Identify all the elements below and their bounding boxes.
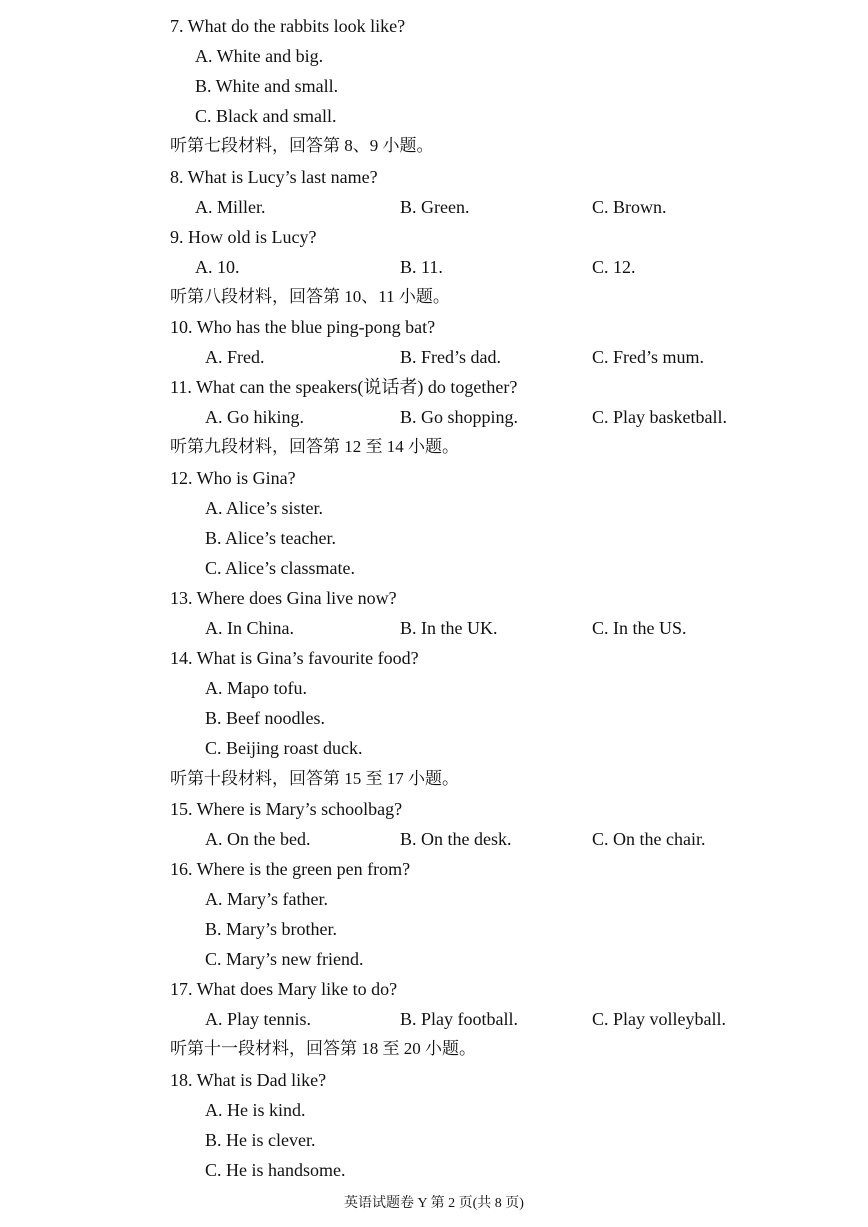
section-instruction: 听第十段材料，回答第 15 至 17 小题。 bbox=[170, 769, 459, 788]
answer-option: B. Fred’s dad. bbox=[400, 347, 501, 367]
question-text: 15. Where is Mary’s schoolbag? bbox=[170, 799, 403, 819]
answer-option: C. 12. bbox=[592, 257, 636, 277]
answer-option: A. On the bed. bbox=[205, 829, 311, 849]
answer-option: A. Fred. bbox=[205, 347, 265, 367]
answer-option: C. He is handsome. bbox=[205, 1160, 346, 1180]
answer-option: A. Play tennis. bbox=[205, 1009, 311, 1029]
answer-option: A. Miller. bbox=[195, 197, 266, 217]
question-text: 17. What does Mary like to do? bbox=[170, 979, 398, 999]
question-text: 18. What is Dad like? bbox=[170, 1070, 327, 1090]
section-instruction: 听第十一段材料，回答第 18 至 20 小题。 bbox=[170, 1039, 476, 1058]
answer-option: C. Play volleyball. bbox=[592, 1009, 726, 1029]
answer-option: B. 11. bbox=[400, 257, 443, 277]
answer-option: B. In the UK. bbox=[400, 618, 498, 638]
answer-option: B. Green. bbox=[400, 197, 470, 217]
answer-option: A. Mapo tofu. bbox=[205, 678, 307, 698]
answer-option: B. Play football. bbox=[400, 1009, 518, 1029]
answer-option: A. Go hiking. bbox=[205, 407, 304, 427]
answer-option: C. Fred’s mum. bbox=[592, 347, 705, 367]
question-text: 12. Who is Gina? bbox=[170, 468, 296, 488]
section-instruction: 听第七段材料，回答第 8、9 小题。 bbox=[170, 136, 434, 155]
answer-option: A. White and big. bbox=[195, 46, 324, 66]
question-text: 14. What is Gina’s favourite food? bbox=[170, 648, 419, 668]
question-text: 11. What can the speakers(说话者) do together? bbox=[170, 377, 518, 397]
answer-option: B. Beef noodles. bbox=[205, 708, 325, 728]
answer-option: B. Mary’s brother. bbox=[205, 919, 337, 939]
answer-option: B. He is clever. bbox=[205, 1130, 316, 1150]
question-text: 9. How old is Lucy? bbox=[170, 227, 317, 247]
answer-option: C. Mary’s new friend. bbox=[205, 949, 364, 969]
answer-option: A. In China. bbox=[205, 618, 294, 638]
question-text: 7. What do the rabbits look like? bbox=[170, 16, 406, 36]
answer-option: C. Alice’s classmate. bbox=[205, 558, 355, 578]
answer-option: A. He is kind. bbox=[205, 1100, 306, 1120]
answer-option: A. Mary’s father. bbox=[205, 889, 328, 909]
page-footer: 英语试题卷 Y 第 2 页(共 8 页) bbox=[344, 1196, 524, 1211]
section-instruction: 听第九段材料，回答第 12 至 14 小题。 bbox=[170, 437, 459, 456]
question-text: 16. Where is the green pen from? bbox=[170, 859, 411, 879]
answer-option: B. White and small. bbox=[195, 76, 339, 96]
section-instruction: 听第八段材料，回答第 10、11 小题。 bbox=[170, 287, 450, 306]
answer-option: B. On the desk. bbox=[400, 829, 512, 849]
answer-option: C. On the chair. bbox=[592, 829, 706, 849]
answer-option: C. Beijing roast duck. bbox=[205, 738, 363, 758]
answer-option: C. Black and small. bbox=[195, 106, 337, 126]
question-text: 10. Who has the blue ping-pong bat? bbox=[170, 317, 436, 337]
answer-option: C. Play basketball. bbox=[592, 407, 727, 427]
question-text: 13. Where does Gina live now? bbox=[170, 588, 397, 608]
answer-option: A. 10. bbox=[195, 257, 240, 277]
answer-option: C. In the US. bbox=[592, 618, 687, 638]
answer-option: B. Go shopping. bbox=[400, 407, 519, 427]
answer-option: C. Brown. bbox=[592, 197, 667, 217]
answer-option: A. Alice’s sister. bbox=[205, 498, 323, 518]
answer-option: B. Alice’s teacher. bbox=[205, 528, 336, 548]
question-text: 8. What is Lucy’s last name? bbox=[170, 167, 378, 187]
